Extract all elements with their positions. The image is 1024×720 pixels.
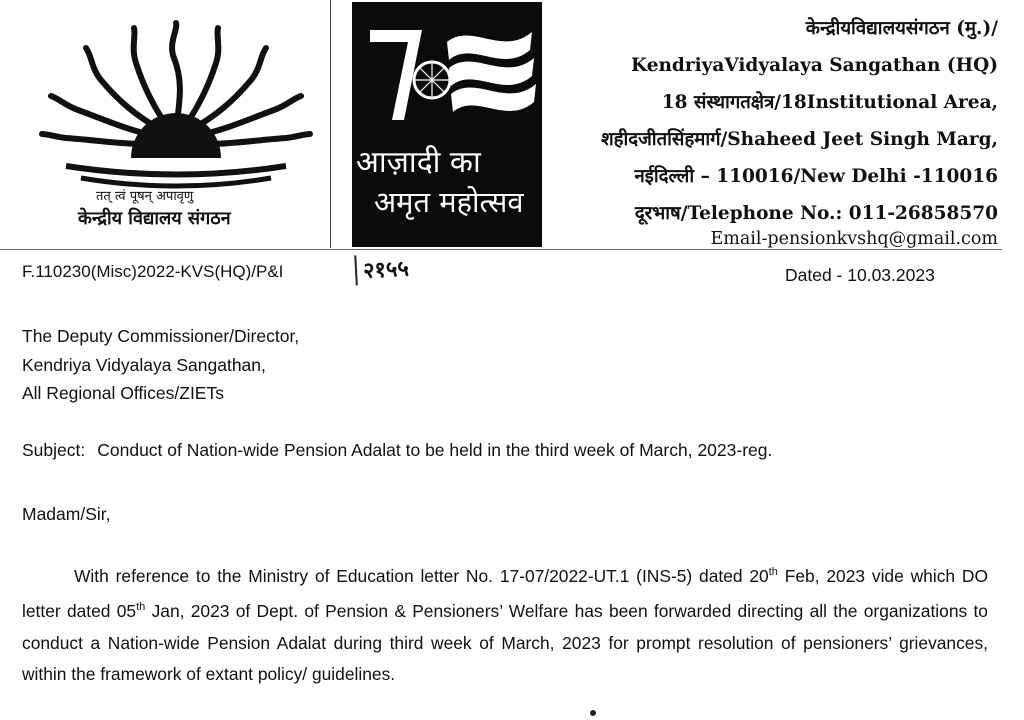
address-line: दूरभाष/Telephone No.: 011-26858570: [634, 203, 998, 224]
para-text: Feb, 2023 vide which DO letter dated 05: [22, 565, 988, 622]
address-block: [601, 10, 998, 232]
handwritten-dispatch-number: २१५५: [354, 253, 409, 286]
para-text: Jan, 2023 of Dept. of Pension & Pensioners’ Welfare has been forwarded directing all the organizations to conduct a Nation-wide Pension Adalat during third week of March, 2023 for prompt resolution of pensioners’ grievances, within the framework of extant policy/ guidelines.: [22, 601, 988, 685]
azadi-line-1: आज़ादी का: [356, 145, 481, 180]
recipient-line: All Regional Offices/ZIETs: [22, 383, 224, 403]
ordinal-suffix: th: [768, 566, 778, 578]
header-divider: [330, 0, 331, 248]
azadi-ka-amrit-mahotsav-logo: [352, 2, 542, 247]
para-text: With reference to the Ministry of Education letter No. 17-07/2022-UT.1 (INS-5) dated 20: [74, 565, 769, 586]
azadi-line-2: अमृत महोत्सव: [374, 185, 524, 219]
subject-line: [22, 440, 772, 461]
address-line: केन्द्रीयविद्यालयसंगठन (मु.)/: [805, 18, 998, 39]
subject-text: Conduct of Nation-wide Pension Adalat to be held in the third week of March, 2023-reg.: [97, 440, 773, 460]
body-paragraph: [22, 557, 988, 691]
recipient-line: Kendriya Vidyalaya Sangathan,: [22, 354, 266, 375]
logo-tagline: तत् त्वं पूषन् अपावृणु: [96, 189, 194, 204]
seventy-five-flag-icon: [352, 2, 542, 142]
email-address: Email-pensionkvshq@gmail.com: [710, 229, 998, 249]
ink-mark: [590, 710, 596, 716]
recipient-block: [22, 322, 299, 408]
address-line: नईदिल्ली – 110016/New Delhi -110016: [634, 166, 998, 187]
address-line: शहीदजीतसिंहमार्ग/Shaheed Jeet Singh Marg,: [601, 129, 998, 150]
letter-date: Dated - 10.03.2023: [785, 265, 935, 285]
salutation: Madam/Sir,: [22, 504, 111, 524]
logo-org-name: केन्द्रीय विद्यालय संगठन: [78, 208, 231, 229]
header-rule: [0, 249, 1002, 250]
address-line: 18 संस्थागतक्षेत्र/18Institutional Area,: [661, 92, 998, 113]
rising-sun-icon: [36, 18, 316, 193]
address-line: KendriyaVidyalaya Sangathan (HQ): [631, 55, 998, 76]
reference-number: F.110230(Misc)2022-KVS(HQ)/P&I: [22, 262, 284, 281]
ordinal-suffix: th: [136, 601, 146, 614]
recipient-line: The Deputy Commissioner/Director,: [22, 326, 300, 346]
subject-label: Subject:: [22, 440, 86, 460]
